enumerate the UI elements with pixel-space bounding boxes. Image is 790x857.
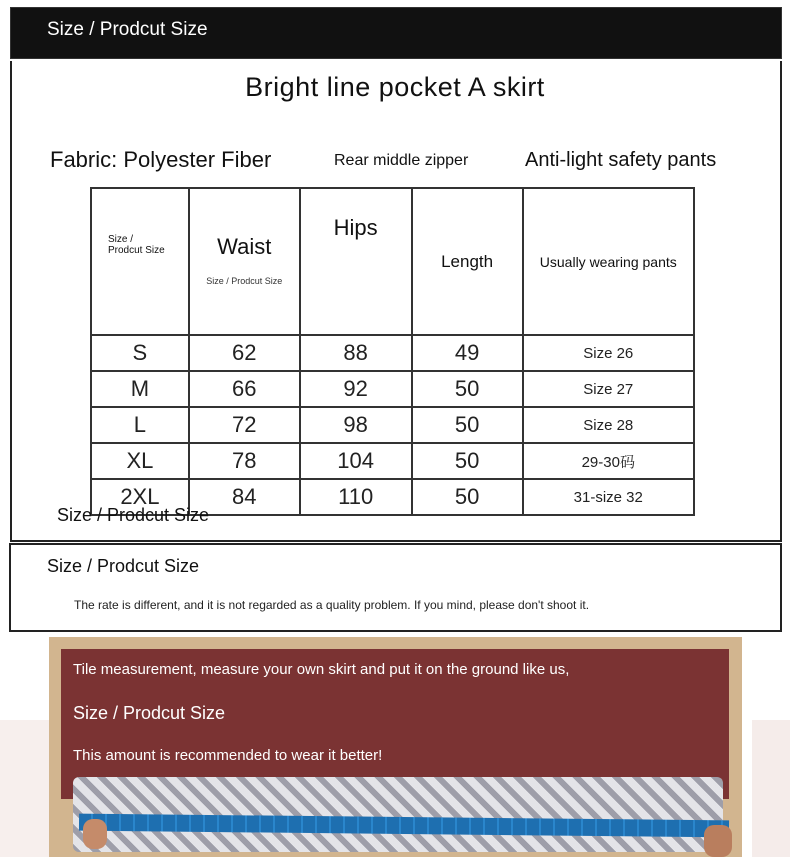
cell-size: S (91, 335, 189, 371)
cell-hips: 110 (300, 479, 412, 515)
header-waist (189, 188, 300, 335)
cell-hips: 92 (300, 371, 412, 407)
background-strip-left (0, 720, 49, 857)
cell-length: 49 (412, 335, 523, 371)
measurement-photo (49, 637, 742, 857)
cell-hips: 104 (300, 443, 412, 479)
table-row (91, 443, 694, 479)
photo-caption-line-3: This amount is recommended to wear it better! (73, 747, 383, 764)
cell-length: 50 (412, 443, 523, 479)
cell-length: 50 (412, 371, 523, 407)
cell-waist: 62 (189, 335, 300, 371)
table-header-row (91, 188, 694, 335)
safety-pants-label: Anti-light safety pants (525, 149, 717, 171)
table-row (91, 371, 694, 407)
cell-waist: 66 (189, 371, 300, 407)
cell-pants: Size 26 (523, 335, 694, 371)
cell-size: 2XL (91, 479, 189, 515)
photo-caption-line-2: Size / Prodcut Size (73, 703, 226, 723)
note-title: Size / Prodcut Size (47, 556, 200, 576)
header-waist-label: Waist (217, 234, 272, 259)
size-table (90, 187, 695, 516)
header-length: Length (412, 188, 523, 335)
table-row (91, 335, 694, 371)
cell-waist: 78 (189, 443, 300, 479)
cell-size: XL (91, 443, 189, 479)
photo-caption-line-1: Tile measurement, measure your own skirt and put it on the ground like us, (73, 661, 570, 678)
header-bar (10, 7, 782, 59)
header-pants: Usually wearing pants (523, 188, 694, 335)
cell-pants: 29-30码 (523, 443, 694, 479)
header-size: Size / Prodcut Size (91, 188, 189, 335)
fabric-label: Fabric: Polyester Fiber (50, 147, 272, 172)
cell-waist: 72 (189, 407, 300, 443)
product-title: Bright line pocket A skirt (245, 72, 545, 102)
cell-hips: 88 (300, 335, 412, 371)
hand-left (83, 819, 107, 849)
cell-pants: 31-size 32 (523, 479, 694, 515)
background-strip-right (752, 720, 790, 857)
cell-length: 50 (412, 407, 523, 443)
table-row (91, 407, 694, 443)
size-table-footer: Size / Prodcut Size (57, 505, 210, 525)
cell-size: L (91, 407, 189, 443)
cell-waist: 84 (189, 479, 300, 515)
zipper-label: Rear middle zipper (334, 152, 469, 169)
cell-pants: Size 27 (523, 371, 694, 407)
header-label: Size / Prodcut Size (47, 19, 208, 40)
header-waist-sublabel: Size / Prodcut Size (206, 276, 283, 286)
cell-length: 50 (412, 479, 523, 515)
note-text: The rate is different, and it is not regarded as a quality problem. If you mind, please don't shoot it. (74, 598, 590, 612)
cell-pants: Size 28 (523, 407, 694, 443)
cell-hips: 98 (300, 407, 412, 443)
cell-size: M (91, 371, 189, 407)
hand-right (704, 825, 732, 857)
header-hips: Hips (300, 188, 412, 335)
